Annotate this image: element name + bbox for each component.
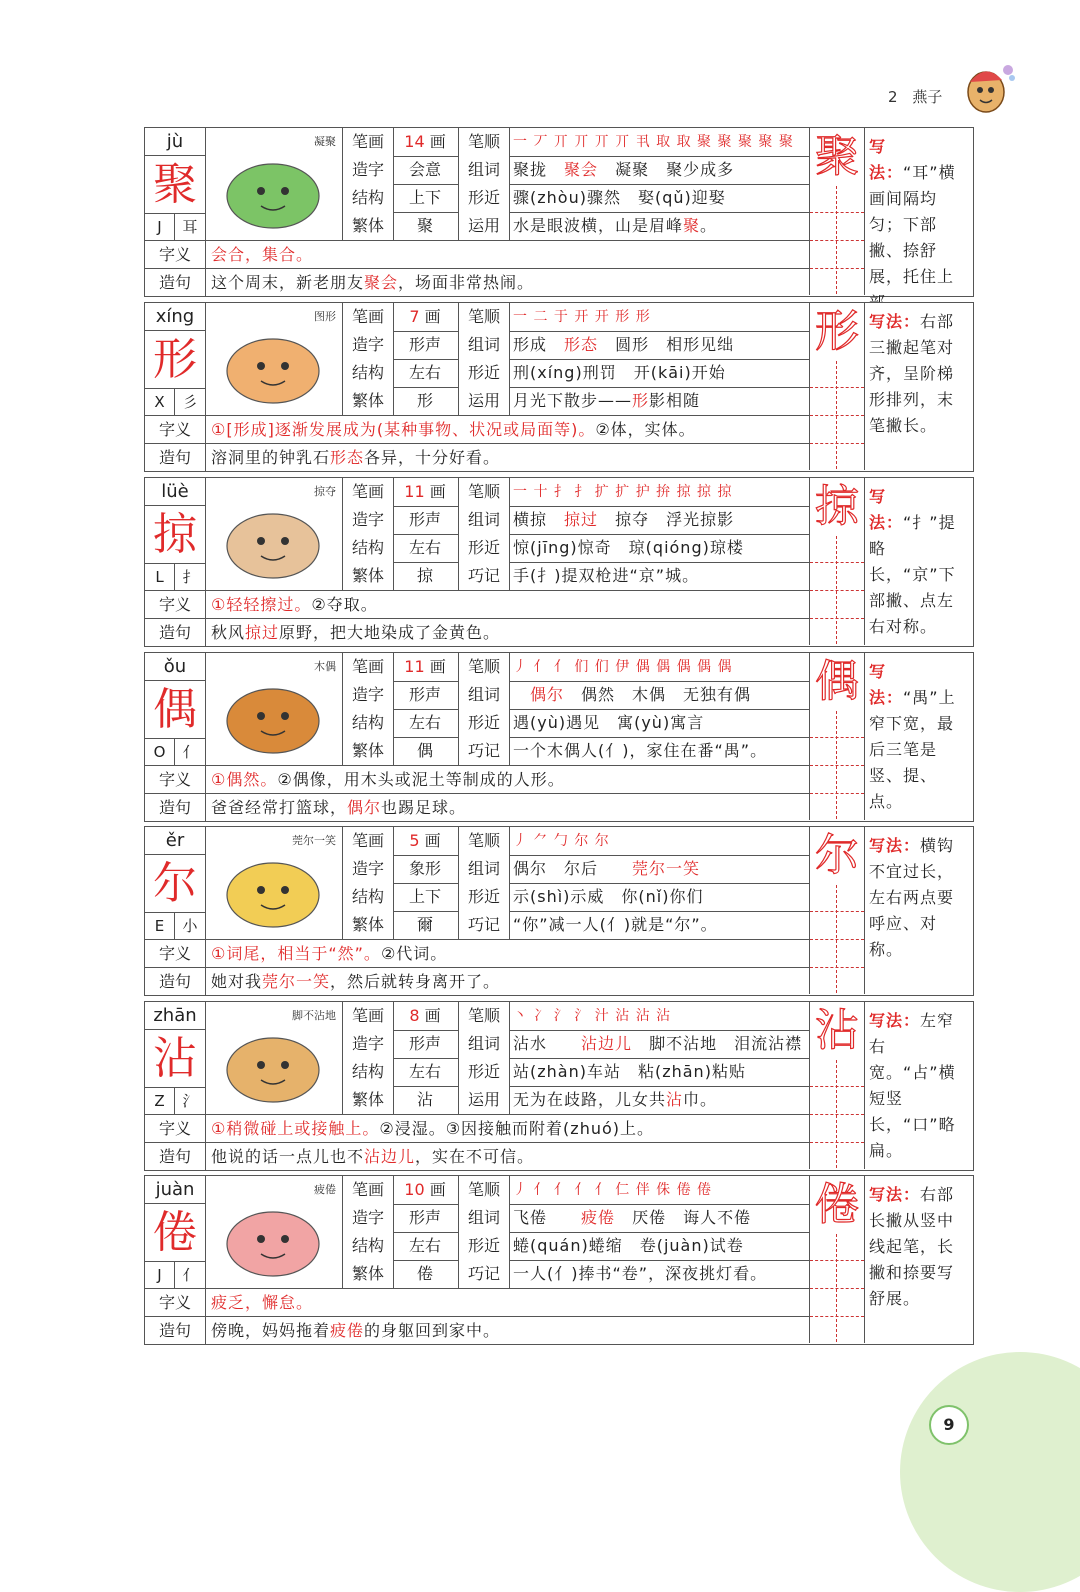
tracing-character: 倦 (815, 1179, 859, 1230)
pinyin: zhān (145, 1002, 205, 1030)
index-letter: L (145, 564, 175, 591)
main-character: 偶 (153, 684, 197, 735)
radical: 氵 (182, 1092, 198, 1110)
radical: 扌 (182, 568, 198, 586)
writing-tips: 写法：左窄右宽。“占”横短竖长，“口”略扁。 (869, 1011, 956, 1160)
char-card (144, 127, 974, 297)
row-zaoju (145, 268, 809, 297)
stroke-count: 8 画 (409, 1006, 441, 1025)
similar-chars: 骤(zhòu)骤然 娶(qǔ)迎娶 (513, 188, 726, 207)
stroke-order: 一 丆 丌 丌 丌 丌 丮 取 取 聚 聚 聚 聚 聚 (513, 134, 794, 150)
label-zuci: 组词 (458, 156, 510, 184)
word-list: 偶尔 尔后 莞尔一笑 (513, 859, 701, 878)
pinyin: xíng (145, 303, 205, 331)
tracing-column (809, 1002, 865, 1169)
row-zaozi (342, 1204, 809, 1233)
meaning: ①轻轻擦过。②夺取。 (211, 595, 378, 614)
index-info (145, 563, 205, 591)
radical: 耳 (182, 218, 198, 236)
illustration-icon (213, 671, 333, 761)
char-card (144, 652, 974, 822)
traditional-char: 形 (416, 391, 433, 410)
row-jiegou (342, 1232, 809, 1261)
stroke-count: 11 画 (404, 657, 446, 676)
row-strokes (342, 128, 809, 157)
char-card (144, 826, 974, 996)
row-strokes (342, 827, 809, 856)
label-jiegou: 结构 (342, 184, 394, 212)
traditional-char: 掠 (416, 566, 433, 585)
row-zaoju (145, 443, 809, 472)
meaning: ①[形成]逐渐发展成为(某种事物、状况或局面等)。②体，实体。 (211, 420, 696, 439)
writing-tips: 写法：“禺”上窄下宽，最后三笔是竖、提、点。 (869, 662, 956, 811)
label-extra: 运用 (458, 212, 510, 240)
traditional-char: 偶 (416, 741, 433, 760)
label-ziyi: 字义 (145, 940, 206, 968)
row-ziyi (145, 1114, 809, 1143)
structure-value: 左右 (408, 538, 441, 557)
stroke-count: 10 画 (404, 1180, 446, 1199)
row-jiegou (342, 883, 809, 912)
index-letter: E (145, 913, 175, 940)
label-bihua: 笔画 (342, 128, 394, 156)
similar-chars: 蜷(quán)蜷缩 卷(juàn)试卷 (513, 1236, 744, 1255)
label-zaozi: 造字 (342, 156, 394, 184)
label-extra: 巧记 (458, 1260, 510, 1288)
row-ziyi (145, 765, 809, 794)
similar-chars: 刑(xíng)刑罚 开(kāi)开始 (513, 363, 726, 382)
label-fanti: 繁体 (342, 212, 394, 240)
row-strokes (342, 478, 809, 507)
row-ziyi (145, 939, 809, 968)
row-zaozi (342, 331, 809, 360)
illustration-caption: 木偶 (314, 660, 336, 673)
example-sentence: 他说的话一点儿也不沾边儿，实在不可信。 (211, 1147, 535, 1166)
meaning: ①偶然。②偶像，用木头或泥土等制成的人形。 (211, 770, 565, 789)
label-bihua: 笔画 (342, 1002, 394, 1030)
main-character: 聚 (153, 159, 197, 210)
tracing-character: 聚 (815, 131, 859, 182)
label-zaozi: 造字 (342, 506, 394, 534)
meaning: ①稍微碰上或接触上。②浸湿。③因接触而附着(zhuó)上。 (211, 1119, 655, 1138)
row-strokes (342, 303, 809, 332)
label-zuci: 组词 (458, 681, 510, 709)
illustration-icon (213, 496, 333, 586)
tracing-character: 偶 (815, 656, 859, 707)
illustration (205, 303, 343, 415)
illustration-caption: 疲倦 (314, 1183, 336, 1196)
illustration-caption: 图形 (314, 310, 336, 323)
extra-text: 手(扌)提双枪进“京”城。 (513, 566, 700, 585)
char-card (144, 477, 974, 647)
example-sentence: 傍晚，妈妈拖着疲倦的身躯回到家中。 (211, 1321, 501, 1340)
label-xingjin: 形近 (458, 534, 510, 562)
index-info (145, 388, 205, 416)
row-zaozi (342, 681, 809, 710)
label-fanti: 繁体 (342, 1260, 394, 1288)
row-jiegou (342, 184, 809, 213)
row-zaoju (145, 967, 809, 996)
index-info (145, 738, 205, 766)
page-corner-decoration (900, 1352, 1080, 1592)
label-zuci: 组词 (458, 1030, 510, 1058)
label-ziyi: 字义 (145, 1289, 206, 1317)
row-jiegou (342, 359, 809, 388)
extra-text: 月光下散步——形影相随 (513, 391, 701, 410)
illustration-caption: 掠夺 (314, 485, 336, 498)
label-zaozi: 造字 (342, 1204, 394, 1232)
label-ziyi: 字义 (145, 591, 206, 619)
writing-tips: 写法：右部三撇起笔对齐，呈阶梯形排列，末笔撇长。 (869, 312, 955, 435)
index-info (145, 1087, 205, 1115)
writing-tips: 写法：“扌”提略长，“京”下部撇、点左右对称。 (869, 487, 956, 636)
row-ziyi (145, 240, 809, 269)
index-info (145, 1261, 205, 1289)
page-header (888, 86, 952, 107)
word-list: 形成 形态 圆形 相形见绌 (513, 335, 735, 354)
row-zaozi (342, 1030, 809, 1059)
row-zaoju (145, 1316, 809, 1345)
zaozi-value: 会意 (408, 160, 441, 179)
label-bishun: 笔顺 (458, 303, 510, 331)
char-card (144, 302, 974, 472)
label-fanti: 繁体 (342, 562, 394, 590)
label-zuci: 组词 (458, 1204, 510, 1232)
extra-text: 无为在歧路，儿女共沾巾。 (513, 1090, 718, 1109)
row-strokes (342, 1176, 809, 1205)
word-list: 聚拢 聚会 凝聚 聚少成多 (513, 160, 735, 179)
row-strokes (342, 653, 809, 682)
main-character: 沾 (153, 1033, 197, 1084)
lesson-title: 燕子 (912, 88, 943, 106)
similar-chars: 遇(yù)遇见 寓(yù)寓言 (513, 713, 705, 732)
label-zuci: 组词 (458, 331, 510, 359)
illustration (205, 653, 343, 765)
label-zaoju: 造句 (145, 968, 206, 996)
example-sentence: 这个周末，新老朋友聚会，场面非常热闹。 (211, 273, 535, 292)
label-fanti: 繁体 (342, 387, 394, 415)
zaozi-value: 象形 (408, 859, 441, 878)
traditional-char: 倦 (416, 1264, 433, 1283)
word-list: 偶尔 偶然 木偶 无独有偶 (530, 685, 752, 704)
label-bihua: 笔画 (342, 303, 394, 331)
row-zaozi (342, 156, 809, 185)
row-zaoju (145, 793, 809, 822)
illustration-caption: 脚不沾地 (292, 1009, 336, 1022)
radical: 小 (182, 917, 198, 935)
stroke-count: 5 画 (409, 831, 441, 850)
stroke-order: 丿 ⺈ 勹 尔 尔 (513, 833, 610, 849)
illustration (205, 827, 343, 939)
main-character: 倦 (153, 1207, 197, 1258)
example-sentence: 她对我莞尔一笑，然后就转身离开了。 (211, 972, 501, 991)
char-card (144, 1175, 974, 1345)
row-ziyi (145, 1288, 809, 1317)
meaning: ①词尾，相当于“然”。②代词。 (211, 944, 448, 963)
stroke-order: 一 十 扌 扌 扩 扩 护 拚 掠 掠 掠 (513, 484, 733, 500)
index-info (145, 213, 205, 241)
char-card (144, 1001, 974, 1171)
illustration-caption: 莞尔一笑 (292, 834, 336, 847)
meaning: 会合，集合。 (211, 245, 314, 264)
pinyin: ěr (145, 827, 205, 855)
label-xingjin: 形近 (458, 1232, 510, 1260)
tracing-column (809, 1176, 865, 1343)
pinyin: juàn (145, 1176, 205, 1204)
traditional-char: 聚 (416, 216, 433, 235)
label-ziyi: 字义 (145, 766, 206, 794)
extra-text: “你”减一人(亻)就是“尔”。 (513, 915, 718, 934)
word-list: 飞倦 疲倦 厌倦 诲人不倦 (513, 1208, 752, 1227)
row-fanti (342, 737, 809, 766)
main-character: 形 (153, 334, 197, 385)
illustration (205, 128, 343, 240)
row-fanti (342, 212, 809, 241)
radical: 亻 (182, 1266, 198, 1284)
row-ziyi (145, 415, 809, 444)
stroke-count: 14 画 (404, 132, 446, 151)
tracing-character: 沾 (815, 1005, 859, 1056)
radical: 彡 (182, 393, 198, 411)
label-zuci: 组词 (458, 855, 510, 883)
zaozi-value: 形声 (408, 1034, 441, 1053)
index-info (145, 912, 205, 940)
label-zaoju: 造句 (145, 619, 206, 647)
label-xingjin: 形近 (458, 883, 510, 911)
pinyin: ǒu (145, 653, 205, 681)
illustration-icon (213, 1020, 333, 1110)
row-zaoju (145, 618, 809, 647)
similar-chars: 示(shì)示威 你(nǐ)你们 (513, 887, 704, 906)
zaozi-value: 形声 (408, 510, 441, 529)
label-zaozi: 造字 (342, 331, 394, 359)
lesson-number: 2 (888, 88, 898, 106)
tracing-column (809, 827, 865, 994)
illustration-caption: 凝聚 (314, 135, 336, 148)
traditional-char: 沾 (416, 1090, 433, 1109)
illustration (205, 1002, 343, 1114)
label-zaozi: 造字 (342, 855, 394, 883)
row-fanti (342, 911, 809, 940)
row-strokes (342, 1002, 809, 1031)
row-zaozi (342, 506, 809, 535)
word-list: 横掠 掠过 掠夺 浮光掠影 (513, 510, 735, 529)
label-zuci: 组词 (458, 506, 510, 534)
row-jiegou (342, 709, 809, 738)
extra-text: 水是眼波横，山是眉峰聚。 (513, 216, 718, 235)
main-character: 尔 (153, 858, 197, 909)
writing-tips: 写法：“耳”横画间隔均匀；下部撇、捺舒展，托住上 (869, 137, 956, 286)
tracing-character: 掠 (815, 481, 859, 532)
example-sentence: 秋风掠过原野，把大地染成了金黄色。 (211, 623, 501, 642)
label-jiegou: 结构 (342, 883, 394, 911)
label-fanti: 繁体 (342, 737, 394, 765)
similar-chars: 站(zhàn)车站 粘(zhān)粘贴 (513, 1062, 746, 1081)
row-jiegou (342, 534, 809, 563)
illustration (205, 1176, 343, 1288)
illustration-icon (213, 321, 333, 411)
label-zaozi: 造字 (342, 1030, 394, 1058)
main-character: 掠 (153, 509, 197, 560)
label-zaoju: 造句 (145, 794, 206, 822)
zaozi-value: 形声 (408, 335, 441, 354)
stroke-count: 11 画 (404, 482, 446, 501)
stroke-order: 丿 亻 亻 们 们 伊 偶 偶 偶 偶 偶 (513, 659, 733, 675)
row-ziyi (145, 590, 809, 619)
label-jiegou: 结构 (342, 359, 394, 387)
label-zaozi: 造字 (342, 681, 394, 709)
label-bihua: 笔画 (342, 478, 394, 506)
label-xingjin: 形近 (458, 709, 510, 737)
label-bihua: 笔画 (342, 827, 394, 855)
structure-value: 上下 (408, 887, 441, 906)
word-list: 沾水 沾边儿 脚不沾地 泪流沾襟 (513, 1034, 803, 1053)
row-zaoju (145, 1142, 809, 1171)
label-jiegou: 结构 (342, 1058, 394, 1086)
tracing-column (809, 653, 865, 820)
label-bishun: 笔顺 (458, 128, 510, 156)
mascot-icon (958, 58, 1018, 118)
row-jiegou (342, 1058, 809, 1087)
label-bishun: 笔顺 (458, 1176, 510, 1204)
example-sentence: 溶洞里的钟乳石形态各异，十分好看。 (211, 448, 501, 467)
zaozi-value: 形声 (408, 685, 441, 704)
illustration-icon (213, 146, 333, 236)
pinyin: jù (145, 128, 205, 156)
pinyin: lüè (145, 478, 205, 506)
illustration-icon (213, 845, 333, 935)
tracing-column (809, 303, 865, 470)
index-letter: O (145, 739, 175, 766)
stroke-order: 丶 冫 氵 氵 汁 沾 沾 沾 (513, 1008, 672, 1024)
label-fanti: 繁体 (342, 911, 394, 939)
label-bishun: 笔顺 (458, 478, 510, 506)
stroke-order: 丿 亻 亻 亻 亻 仁 伴 侏 倦 倦 (513, 1182, 713, 1198)
tracing-column (809, 128, 865, 295)
illustration-icon (213, 1194, 333, 1284)
traditional-char: 爾 (416, 915, 433, 934)
extra-text: 一个木偶人(亻)，家住在番“禺”。 (513, 741, 768, 760)
label-bihua: 笔画 (342, 1176, 394, 1204)
page-number: 9 (929, 1405, 969, 1445)
structure-value: 左右 (408, 1062, 441, 1081)
label-extra: 巧记 (458, 562, 510, 590)
radical: 亻 (182, 743, 198, 761)
label-ziyi: 字义 (145, 241, 206, 269)
index-letter: J (145, 1262, 175, 1289)
writing-tips: 写法：右部长撇从竖中线起笔，长撇和捺要写舒展。 (869, 1185, 955, 1308)
tracing-column (809, 478, 865, 645)
structure-value: 左右 (408, 713, 441, 732)
label-xingjin: 形近 (458, 184, 510, 212)
label-ziyi: 字义 (145, 416, 206, 444)
label-jiegou: 结构 (342, 709, 394, 737)
tracing-character: 形 (815, 306, 859, 357)
row-fanti (342, 1260, 809, 1289)
stroke-order: 一 二 于 开 开 形 形 (513, 309, 651, 325)
label-extra: 巧记 (458, 737, 510, 765)
extra-text: 一人(亻)捧书“卷”，深夜挑灯看。 (513, 1264, 768, 1283)
label-zaoju: 造句 (145, 1317, 206, 1345)
writing-tips: 写法：横钩不宜过长，左右两点要呼应、对称。 (869, 836, 955, 959)
illustration (205, 478, 343, 590)
label-bishun: 笔顺 (458, 1002, 510, 1030)
label-zaoju: 造句 (145, 269, 206, 297)
row-fanti (342, 1086, 809, 1115)
structure-value: 上下 (408, 188, 441, 207)
label-fanti: 繁体 (342, 1086, 394, 1114)
index-letter: Z (145, 1088, 175, 1115)
label-xingjin: 形近 (458, 1058, 510, 1086)
similar-chars: 惊(jīng)惊奇 琼(qióng)琼楼 (513, 538, 744, 557)
label-jiegou: 结构 (342, 534, 394, 562)
index-letter: J (145, 214, 175, 241)
label-ziyi: 字义 (145, 1115, 206, 1143)
label-jiegou: 结构 (342, 1232, 394, 1260)
row-fanti (342, 387, 809, 416)
label-extra: 巧记 (458, 911, 510, 939)
structure-value: 左右 (408, 1236, 441, 1255)
label-extra: 运用 (458, 1086, 510, 1114)
stroke-count: 7 画 (409, 307, 441, 326)
label-zaoju: 造句 (145, 444, 206, 472)
label-zaoju: 造句 (145, 1143, 206, 1171)
tracing-character: 尔 (815, 830, 859, 881)
label-extra: 运用 (458, 387, 510, 415)
index-letter: X (145, 389, 175, 416)
label-bishun: 笔顺 (458, 653, 510, 681)
structure-value: 左右 (408, 363, 441, 382)
meaning: 疲乏，懈怠。 (211, 1293, 314, 1312)
label-bishun: 笔顺 (458, 827, 510, 855)
row-fanti (342, 562, 809, 591)
row-zaozi (342, 855, 809, 884)
label-bihua: 笔画 (342, 653, 394, 681)
zaozi-value: 形声 (408, 1208, 441, 1227)
label-xingjin: 形近 (458, 359, 510, 387)
example-sentence: 爸爸经常打篮球，偶尔也踢足球。 (211, 798, 467, 817)
